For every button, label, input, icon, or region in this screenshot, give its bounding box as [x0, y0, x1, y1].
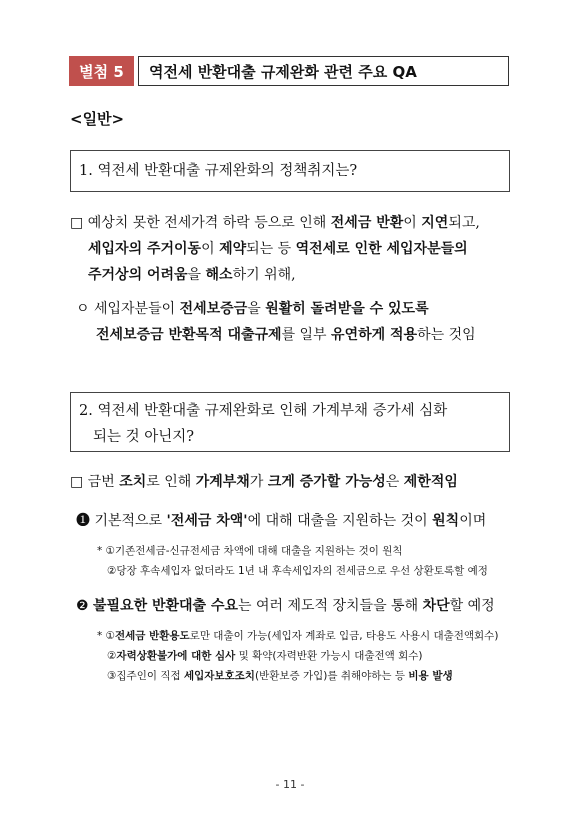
q2-note-2: * ①전세금 반환용도로만 대출이 가능(세입자 계좌로 입금, 타용도 사용시 대출전액회수) ②자력상환불가에 대한 심사 및 확약(자력반환 가능시 대출전액 회수) ③집주인이 직접 세입자보호조치(반환보증 가입)를 취해야하는 등 비용 발생	[97, 630, 499, 682]
square-bullet-icon: □	[70, 474, 84, 490]
question-2-line2: 되는 것 아닌지?	[93, 429, 195, 445]
q1-answer-2: ㅇ 세입자분들이 전세보증금을 원활히 돌려받을 수 있도록 전세보증금 반환목적 대출규제를 일부 유연하게 적용하는 것임	[76, 301, 476, 343]
q2-point-2: ❷ 불필요한 반환대출 수요는 여러 제도적 장치들을 통해 차단할 예정	[76, 598, 495, 614]
section-label: <일반>	[70, 110, 125, 128]
square-bullet-icon: □	[70, 215, 84, 231]
attachment-badge: 별첨 5	[69, 56, 134, 86]
question-2-box	[70, 392, 510, 452]
number-1-icon: ❶	[76, 513, 90, 529]
q2-point-1: ❶ 기본적으로 '전세금 차액'에 대해 대출을 지원하는 것이 원칙이며	[76, 513, 487, 529]
number-2-icon: ❷	[76, 598, 89, 614]
q2-answer-1: □ 금번 조치로 인해 가계부채가 크게 증가할 가능성은 제한적임	[70, 474, 458, 490]
page-title: 역전세 반환대출 규제완화 관련 주요 QA	[138, 56, 509, 86]
q2-note-1: * ①기존전세금-신규전세금 차액에 대해 대출을 지원하는 것이 원칙 ②당장 후속세입자 없더라도 1년 내 후속세입자의 전세금으로 우선 상환토록할 예정	[97, 545, 488, 577]
question-1-text: 1. 역전세 반환대출 규제완화의 정책취지는?	[79, 163, 358, 179]
page-number: - 11 -	[275, 778, 305, 791]
q1-answer-1: □ 예상치 못한 전세가격 하락 등으로 인해 전세금 반환이 지연되고, 세입자의 주거이동이 제약되는 등 역전세로 인한 세입자분들의 주거상의 어려움을 해소하기 위해,	[70, 215, 480, 283]
circle-bullet-icon: ㅇ	[76, 301, 90, 317]
question-1-box	[70, 150, 510, 192]
question-2-line1: 2. 역전세 반환대출 규제완화로 인해 가계부채 증가세 심화	[79, 403, 448, 419]
